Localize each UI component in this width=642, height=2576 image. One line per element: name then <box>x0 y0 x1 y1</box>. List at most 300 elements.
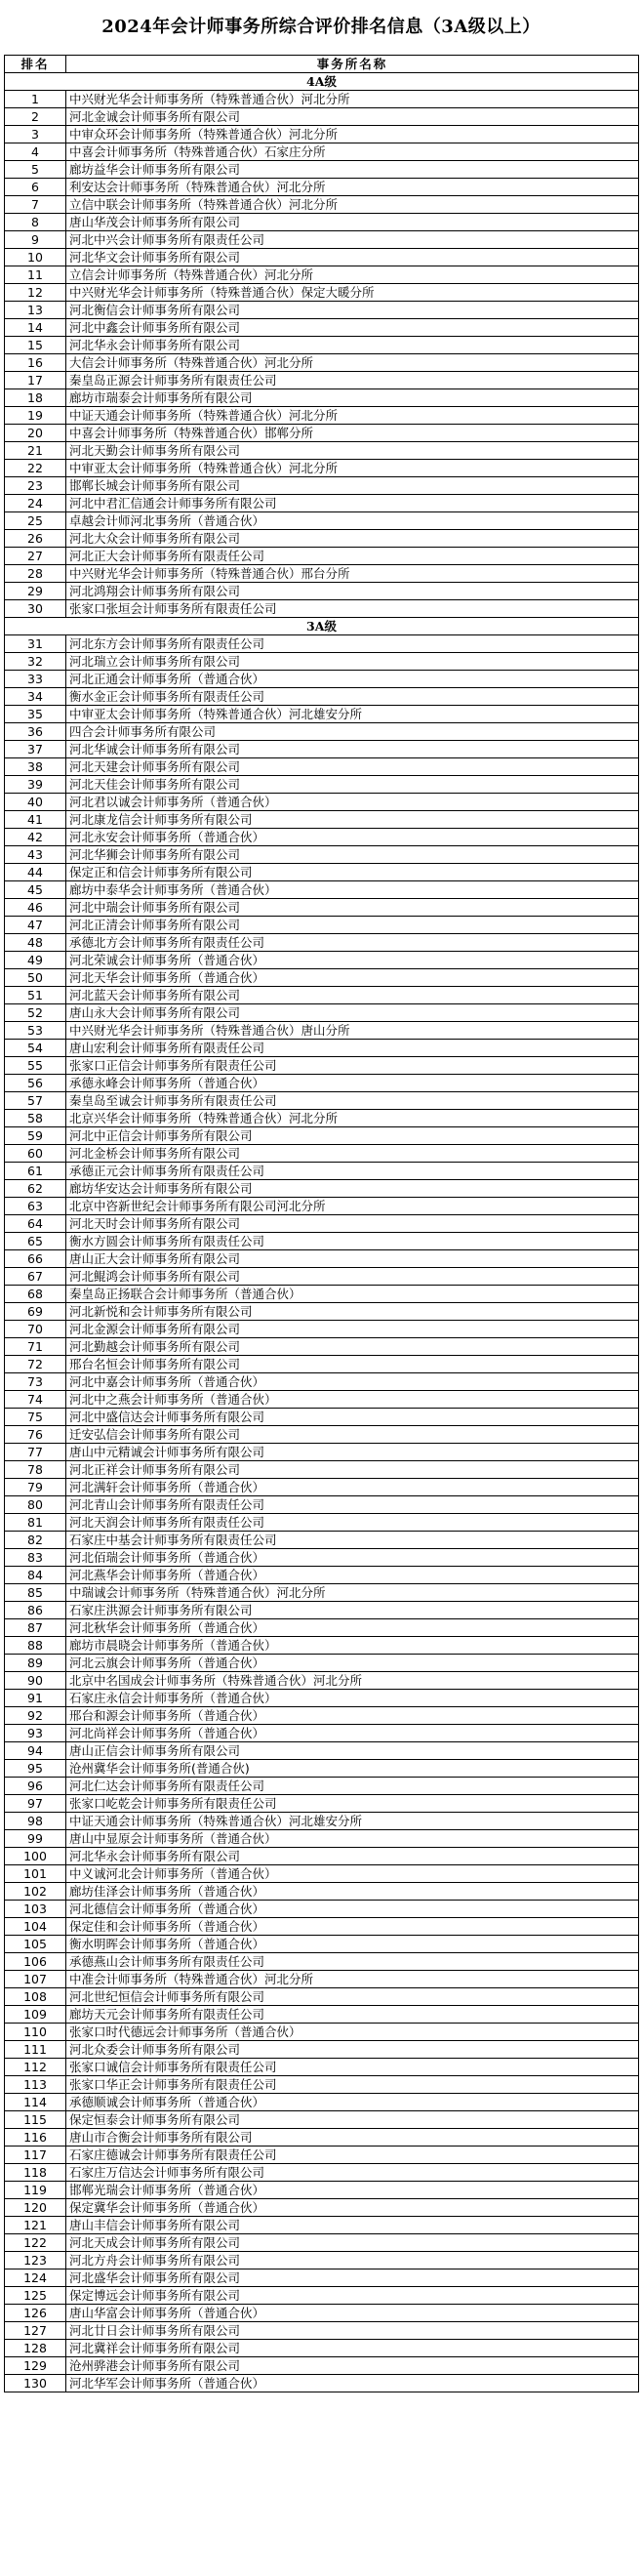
rank-cell: 104 <box>5 1918 66 1936</box>
rank-cell: 88 <box>5 1637 66 1655</box>
table-row <box>5 2322 639 2340</box>
table-row <box>5 2287 639 2305</box>
table-row <box>5 1655 639 1672</box>
table-row <box>5 302 639 319</box>
table-row <box>5 1496 639 1514</box>
table-row <box>5 1198 639 1215</box>
table-row <box>5 2357 639 2375</box>
rank-cell: 33 <box>5 671 66 688</box>
rank-cell: 68 <box>5 1286 66 1303</box>
rank-cell: 22 <box>5 460 66 477</box>
firm-name-cell: 承德永峰会计师事务所（普通合伙） <box>66 1075 639 1092</box>
rank-cell: 80 <box>5 1496 66 1514</box>
table-row <box>5 952 639 969</box>
firm-name-cell: 中兴财光华会计师事务所（特殊普通合伙）唐山分所 <box>66 1022 639 1040</box>
rank-cell: 16 <box>5 354 66 372</box>
rank-cell: 92 <box>5 1707 66 1725</box>
table-row <box>5 1356 639 1373</box>
table-row <box>5 284 639 302</box>
firm-name-cell: 河北金诚会计师事务所有限公司 <box>66 108 639 126</box>
firm-name-cell: 河北君以诚会计师事务所（普通合伙） <box>66 794 639 811</box>
firm-name-cell: 河北云旗会计师事务所（普通合伙） <box>66 1655 639 1672</box>
rank-cell: 78 <box>5 1461 66 1479</box>
rank-cell: 103 <box>5 1901 66 1918</box>
table-row <box>5 2006 639 2024</box>
table-row <box>5 389 639 407</box>
table-row <box>5 2024 639 2041</box>
table-row <box>5 126 639 143</box>
table-row <box>5 1532 639 1549</box>
table-row <box>5 917 639 934</box>
firm-name-cell: 石家庄德诚会计师事务所有限责任公司 <box>66 2147 639 2164</box>
table-row <box>5 249 639 266</box>
table-row <box>5 1760 639 1778</box>
section-header-row <box>5 73 639 91</box>
firm-name-cell: 廊坊益华会计师事务所有限公司 <box>66 161 639 179</box>
firm-name-cell: 河北中之燕会计师事务所（普通合伙） <box>66 1391 639 1409</box>
firm-name-cell: 河北世纪恒信会计师事务所有限公司 <box>66 1988 639 2006</box>
rank-cell: 129 <box>5 2357 66 2375</box>
table-row <box>5 1567 639 1584</box>
rank-cell: 55 <box>5 1057 66 1075</box>
table-row <box>5 354 639 372</box>
table-row <box>5 1742 639 1760</box>
firm-name-cell: 河北荣诚会计师事务所（普通合伙） <box>66 952 639 969</box>
table-row <box>5 2041 639 2059</box>
table-row <box>5 161 639 179</box>
rank-cell: 2 <box>5 108 66 126</box>
firm-name-cell: 邯郸光瑞会计师事务所（普通合伙） <box>66 2182 639 2199</box>
rank-cell: 119 <box>5 2182 66 2199</box>
firm-name-cell: 秦皇岛至诚会计师事务所有限责任公司 <box>66 1092 639 1110</box>
firm-name-cell: 河北天时会计师事务所有限公司 <box>66 1215 639 1233</box>
table-row <box>5 1180 639 1198</box>
rank-cell: 54 <box>5 1040 66 1057</box>
rank-cell: 91 <box>5 1690 66 1707</box>
firm-name-cell: 石家庄中基会计师事务所有限责任公司 <box>66 1532 639 1549</box>
rank-cell: 48 <box>5 934 66 952</box>
rank-cell: 13 <box>5 302 66 319</box>
table-row <box>5 934 639 952</box>
rank-cell: 71 <box>5 1338 66 1356</box>
rank-cell: 128 <box>5 2340 66 2357</box>
rank-cell: 56 <box>5 1075 66 1092</box>
firm-name-cell: 衡水明晖会计师事务所（普通合伙） <box>66 1936 639 1953</box>
firm-name-cell: 唐山正大会计师事务所有限公司 <box>66 1250 639 1268</box>
firm-name-cell: 北京中咨新世纪会计师事务所有限公司河北分所 <box>66 1198 639 1215</box>
firm-name-cell: 保定正和信会计师事务所有限公司 <box>66 864 639 881</box>
firm-name-cell: 河北盛华会计师事务所有限公司 <box>66 2269 639 2287</box>
table-row <box>5 969 639 987</box>
firm-name-cell: 唐山华富会计师事务所（普通合伙） <box>66 2305 639 2322</box>
table-row <box>5 2269 639 2287</box>
table-row <box>5 214 639 231</box>
rank-cell: 42 <box>5 829 66 846</box>
section-header-row <box>5 618 639 635</box>
rank-cell: 126 <box>5 2305 66 2322</box>
firm-name-cell: 河北金桥会计师事务所有限公司 <box>66 1145 639 1163</box>
table-row <box>5 1672 639 1690</box>
table-row <box>5 1075 639 1092</box>
table-row <box>5 1286 639 1303</box>
rank-cell: 45 <box>5 881 66 899</box>
rank-cell: 97 <box>5 1795 66 1813</box>
rank-cell: 122 <box>5 2234 66 2252</box>
rank-cell: 35 <box>5 706 66 723</box>
table-row <box>5 1936 639 1953</box>
rank-cell: 70 <box>5 1321 66 1338</box>
rank-cell: 26 <box>5 530 66 548</box>
table-row <box>5 91 639 108</box>
rank-cell: 118 <box>5 2164 66 2182</box>
rank-cell: 117 <box>5 2147 66 2164</box>
rank-cell: 6 <box>5 179 66 196</box>
rank-cell: 121 <box>5 2217 66 2234</box>
firm-name-cell: 河北方舟会计师事务所有限公司 <box>66 2252 639 2269</box>
firm-name-cell: 河北尚祥会计师事务所（普通合伙） <box>66 1725 639 1742</box>
firm-name-cell: 沧州冀华会计师事务所(普通合伙) <box>66 1760 639 1778</box>
rank-cell: 11 <box>5 266 66 284</box>
firm-name-cell: 中喜会计师事务所（特殊普通合伙）石家庄分所 <box>66 143 639 161</box>
table-row <box>5 741 639 758</box>
table-row <box>5 653 639 671</box>
table-row <box>5 1971 639 1988</box>
table-row <box>5 794 639 811</box>
table-row <box>5 2199 639 2217</box>
table-row <box>5 1215 639 1233</box>
firm-name-cell: 河北鲲鸿会计师事务所有限公司 <box>66 1268 639 1286</box>
rank-cell: 60 <box>5 1145 66 1163</box>
rank-cell: 44 <box>5 864 66 881</box>
rank-cell: 74 <box>5 1391 66 1409</box>
table-row <box>5 2375 639 2392</box>
firm-name-cell: 承德顺诚会计师事务所（普通合伙） <box>66 2094 639 2111</box>
firm-name-cell: 利安达会计师事务所（特殊普通合伙）河北分所 <box>66 179 639 196</box>
rank-cell: 17 <box>5 372 66 389</box>
rank-cell: 37 <box>5 741 66 758</box>
rank-cell: 98 <box>5 1813 66 1830</box>
firm-name-cell: 北京兴华会计师事务所（特殊普通合伙）河北分所 <box>66 1110 639 1127</box>
rank-cell: 43 <box>5 846 66 864</box>
table-row <box>5 266 639 284</box>
table-row <box>5 2305 639 2322</box>
rank-cell: 73 <box>5 1373 66 1391</box>
table-row <box>5 1145 639 1163</box>
table-row <box>5 2129 639 2147</box>
rank-cell: 65 <box>5 1233 66 1250</box>
rank-cell: 41 <box>5 811 66 829</box>
rank-cell: 23 <box>5 477 66 495</box>
rank-cell: 102 <box>5 1883 66 1901</box>
rank-cell: 25 <box>5 512 66 530</box>
rank-cell: 61 <box>5 1163 66 1180</box>
table-row <box>5 2059 639 2076</box>
table-row <box>5 811 639 829</box>
rank-cell: 83 <box>5 1549 66 1567</box>
firm-name-cell: 河北秋华会计师事务所（普通合伙） <box>66 1619 639 1637</box>
firm-name-cell: 河北正清会计师事务所有限公司 <box>66 917 639 934</box>
header-firm-name: 事务所名称 <box>66 56 639 73</box>
table-body <box>5 73 639 2392</box>
rank-cell: 53 <box>5 1022 66 1040</box>
table-row <box>5 1321 639 1338</box>
rank-cell: 127 <box>5 2322 66 2340</box>
table-header-row <box>5 56 639 73</box>
rank-cell: 59 <box>5 1127 66 1145</box>
rank-cell: 66 <box>5 1250 66 1268</box>
rank-cell: 93 <box>5 1725 66 1742</box>
rank-cell: 110 <box>5 2024 66 2041</box>
firm-name-cell: 邯郸长城会计师事务所有限公司 <box>66 477 639 495</box>
firm-name-cell: 中兴财光华会计师事务所（特殊普通合伙）河北分所 <box>66 91 639 108</box>
rank-cell: 113 <box>5 2076 66 2094</box>
rank-cell: 52 <box>5 1004 66 1022</box>
firm-name-cell: 四合会计师事务所有限公司 <box>66 723 639 741</box>
firm-name-cell: 中瑞诚会计师事务所（特殊普通合伙）河北分所 <box>66 1584 639 1602</box>
table-row <box>5 1619 639 1637</box>
firm-name-cell: 河北康龙信会计师事务所有限公司 <box>66 811 639 829</box>
rank-cell: 57 <box>5 1092 66 1110</box>
rank-cell: 86 <box>5 1602 66 1619</box>
table-row <box>5 1918 639 1936</box>
firm-name-cell: 河北天成会计师事务所有限公司 <box>66 2234 639 2252</box>
firm-name-cell: 河北中兴会计师事务所有限责任公司 <box>66 231 639 249</box>
rank-cell: 75 <box>5 1409 66 1426</box>
firm-name-cell: 中准会计师事务所（特殊普通合伙）河北分所 <box>66 1971 639 1988</box>
table-row <box>5 231 639 249</box>
rank-cell: 130 <box>5 2375 66 2392</box>
table-row <box>5 1690 639 1707</box>
rank-cell: 105 <box>5 1936 66 1953</box>
rank-cell: 4 <box>5 143 66 161</box>
firm-name-cell: 河北正大会计师事务所有限责任公司 <box>66 548 639 565</box>
rank-cell: 101 <box>5 1865 66 1883</box>
firm-name-cell: 河北中正信会计师事务所有限公司 <box>66 1127 639 1145</box>
firm-name-cell: 承德正元会计师事务所有限责任公司 <box>66 1163 639 1180</box>
table-row <box>5 512 639 530</box>
firm-name-cell: 衡水方圆会计师事务所有限责任公司 <box>66 1233 639 1250</box>
firm-name-cell: 河北大众会计师事务所有限公司 <box>66 530 639 548</box>
table-row <box>5 2164 639 2182</box>
firm-name-cell: 沧州骅港会计师事务所有限公司 <box>66 2357 639 2375</box>
table-row <box>5 1830 639 1848</box>
firm-name-cell: 唐山中显原会计师事务所（普通合伙） <box>66 1830 639 1848</box>
table-row <box>5 864 639 881</box>
table-row <box>5 196 639 214</box>
rank-cell: 111 <box>5 2041 66 2059</box>
table-row <box>5 600 639 618</box>
table-row <box>5 372 639 389</box>
firm-name-cell: 廊坊市晨晓会计师事务所（普通合伙） <box>66 1637 639 1655</box>
rank-cell: 50 <box>5 969 66 987</box>
firm-name-cell: 河北中嘉会计师事务所（普通合伙） <box>66 1373 639 1391</box>
firm-name-cell: 河北众委会计师事务所有限公司 <box>66 2041 639 2059</box>
firm-name-cell: 河北燕华会计师事务所（普通合伙） <box>66 1567 639 1584</box>
table-row <box>5 1901 639 1918</box>
rank-cell: 107 <box>5 1971 66 1988</box>
firm-name-cell: 中审亚太会计师事务所（特殊普通合伙）河北分所 <box>66 460 639 477</box>
firm-name-cell: 河北勤越会计师事务所有限公司 <box>66 1338 639 1356</box>
table-row <box>5 1373 639 1391</box>
table-row <box>5 143 639 161</box>
table-row <box>5 776 639 794</box>
firm-name-cell: 中喜会计师事务所（特殊普通合伙）邯郸分所 <box>66 425 639 442</box>
firm-name-cell: 廊坊市瑞泰会计师事务所有限公司 <box>66 389 639 407</box>
firm-name-cell: 河北青山会计师事务所有限责任公司 <box>66 1496 639 1514</box>
table-row <box>5 1163 639 1180</box>
rank-cell: 79 <box>5 1479 66 1496</box>
firm-name-cell: 中证天通会计师事务所（特殊普通合伙）河北分所 <box>66 407 639 425</box>
rank-cell: 62 <box>5 1180 66 1198</box>
firm-name-cell: 河北瑞立会计师事务所有限公司 <box>66 653 639 671</box>
table-row <box>5 1813 639 1830</box>
firm-name-cell: 张家口张垣会计师事务所有限责任公司 <box>66 600 639 618</box>
rank-cell: 1 <box>5 91 66 108</box>
firm-name-cell: 廊坊天元会计师事务所有限责任公司 <box>66 2006 639 2024</box>
firm-name-cell: 张家口华正会计师事务所有限责任公司 <box>66 2076 639 2094</box>
rank-cell: 3 <box>5 126 66 143</box>
rank-cell: 67 <box>5 1268 66 1286</box>
rank-cell: 63 <box>5 1198 66 1215</box>
firm-name-cell: 保定佳和会计师事务所（普通合伙） <box>66 1918 639 1936</box>
rank-cell: 19 <box>5 407 66 425</box>
table-row <box>5 2147 639 2164</box>
firm-name-cell: 石家庄永信会计师事务所（普通合伙） <box>66 1690 639 1707</box>
rank-cell: 29 <box>5 583 66 600</box>
table-row <box>5 1953 639 1971</box>
firm-name-cell: 保定博远会计师事务所有限公司 <box>66 2287 639 2305</box>
rank-cell: 99 <box>5 1830 66 1848</box>
table-row <box>5 829 639 846</box>
firm-name-cell: 中证天通会计师事务所（特殊普通合伙）河北雄安分所 <box>66 1813 639 1830</box>
table-row <box>5 1795 639 1813</box>
firm-name-cell: 河北天华会计师事务所（普通合伙） <box>66 969 639 987</box>
firm-name-cell: 北京中名国成会计师事务所（特殊普通合伙）河北分所 <box>66 1672 639 1690</box>
table-row <box>5 1883 639 1901</box>
table-row <box>5 1514 639 1532</box>
rank-cell: 36 <box>5 723 66 741</box>
firm-name-cell: 唐山宏利会计师事务所有限责任公司 <box>66 1040 639 1057</box>
rank-cell: 32 <box>5 653 66 671</box>
firm-name-cell: 河北天润会计师事务所有限责任公司 <box>66 1514 639 1532</box>
rank-cell: 64 <box>5 1215 66 1233</box>
rank-cell: 12 <box>5 284 66 302</box>
table-row <box>5 1444 639 1461</box>
rank-cell: 125 <box>5 2287 66 2305</box>
table-row <box>5 1707 639 1725</box>
rank-cell: 18 <box>5 389 66 407</box>
table-row <box>5 635 639 653</box>
rank-cell: 85 <box>5 1584 66 1602</box>
rank-cell: 81 <box>5 1514 66 1532</box>
rank-cell: 95 <box>5 1760 66 1778</box>
table-row <box>5 2076 639 2094</box>
table-row <box>5 1426 639 1444</box>
rank-cell: 10 <box>5 249 66 266</box>
rank-cell: 123 <box>5 2252 66 2269</box>
firm-name-cell: 唐山中元精诚会计师事务所有限公司 <box>66 1444 639 1461</box>
table-row <box>5 1461 639 1479</box>
firm-name-cell: 石家庄洪源会计师事务所有限公司 <box>66 1602 639 1619</box>
firm-name-cell: 河北华诚会计师事务所有限公司 <box>66 741 639 758</box>
firm-name-cell: 廊坊华安达会计师事务所有限公司 <box>66 1180 639 1198</box>
rank-cell: 69 <box>5 1303 66 1321</box>
table-row <box>5 1303 639 1321</box>
rank-cell: 106 <box>5 1953 66 1971</box>
table-row <box>5 706 639 723</box>
firm-name-cell: 张家口正信会计师事务所有限责任公司 <box>66 1057 639 1075</box>
table-row <box>5 1092 639 1110</box>
firm-name-cell: 承德北方会计师事务所有限责任公司 <box>66 934 639 952</box>
rank-cell: 89 <box>5 1655 66 1672</box>
rank-cell: 47 <box>5 917 66 934</box>
rank-cell: 15 <box>5 337 66 354</box>
firm-name-cell: 石家庄万信达会计师事务所有限公司 <box>66 2164 639 2182</box>
rank-cell: 31 <box>5 635 66 653</box>
rank-cell: 84 <box>5 1567 66 1584</box>
table-row <box>5 1479 639 1496</box>
firm-name-cell: 河北冀祥会计师事务所有限公司 <box>66 2340 639 2357</box>
firm-name-cell: 河北华永会计师事务所有限公司 <box>66 337 639 354</box>
firm-name-cell: 廊坊中泰华会计师事务所（普通合伙） <box>66 881 639 899</box>
table-row <box>5 1391 639 1409</box>
firm-name-cell: 卓越会计师河北事务所（普通合伙） <box>66 512 639 530</box>
rank-cell: 112 <box>5 2059 66 2076</box>
firm-name-cell: 衡水金正会计师事务所有限责任公司 <box>66 688 639 706</box>
table-row <box>5 758 639 776</box>
table-row <box>5 1637 639 1655</box>
firm-name-cell: 大信会计师事务所（特殊普通合伙）河北分所 <box>66 354 639 372</box>
firm-name-cell: 河北永安会计师事务所（普通合伙） <box>66 829 639 846</box>
rank-cell: 51 <box>5 987 66 1004</box>
table-row <box>5 1022 639 1040</box>
table-row <box>5 1233 639 1250</box>
section-label: 3A级 <box>5 618 639 635</box>
rank-cell: 109 <box>5 2006 66 2024</box>
table-row <box>5 846 639 864</box>
firm-name-cell: 河北天勤会计师事务所有限公司 <box>66 442 639 460</box>
table-row <box>5 2252 639 2269</box>
table-row <box>5 530 639 548</box>
page-title: 2024年会计师事务所综合评价排名信息（3A级以上） <box>101 17 541 37</box>
firm-name-cell: 秦皇岛正源会计师事务所有限责任公司 <box>66 372 639 389</box>
table-row <box>5 1988 639 2006</box>
firm-name-cell: 河北天建会计师事务所有限公司 <box>66 758 639 776</box>
rank-cell: 82 <box>5 1532 66 1549</box>
firm-name-cell: 河北德信会计师事务所（普通合伙） <box>66 1901 639 1918</box>
table-row <box>5 899 639 917</box>
table-row <box>5 2340 639 2357</box>
firm-name-cell: 河北仁达会计师事务所有限责任公司 <box>66 1778 639 1795</box>
firm-name-cell: 河北鸿翔会计师事务所有限公司 <box>66 583 639 600</box>
table-row <box>5 2111 639 2129</box>
rank-cell: 7 <box>5 196 66 214</box>
table-row <box>5 671 639 688</box>
table-row <box>5 1250 639 1268</box>
rank-cell: 124 <box>5 2269 66 2287</box>
firm-name-cell: 廊坊佳泽会计师事务所（普通合伙） <box>66 1883 639 1901</box>
rank-cell: 27 <box>5 548 66 565</box>
firm-name-cell: 河北佰瑞会计师事务所（普通合伙） <box>66 1549 639 1567</box>
table-row <box>5 1725 639 1742</box>
table-row <box>5 1409 639 1426</box>
table-row <box>5 1602 639 1619</box>
table-row <box>5 723 639 741</box>
firm-name-cell: 张家口诚信会计师事务所有限责任公司 <box>66 2059 639 2076</box>
section-label: 4A级 <box>5 73 639 91</box>
firm-name-cell: 唐山永大会计师事务所有限公司 <box>66 1004 639 1022</box>
table-row <box>5 1268 639 1286</box>
